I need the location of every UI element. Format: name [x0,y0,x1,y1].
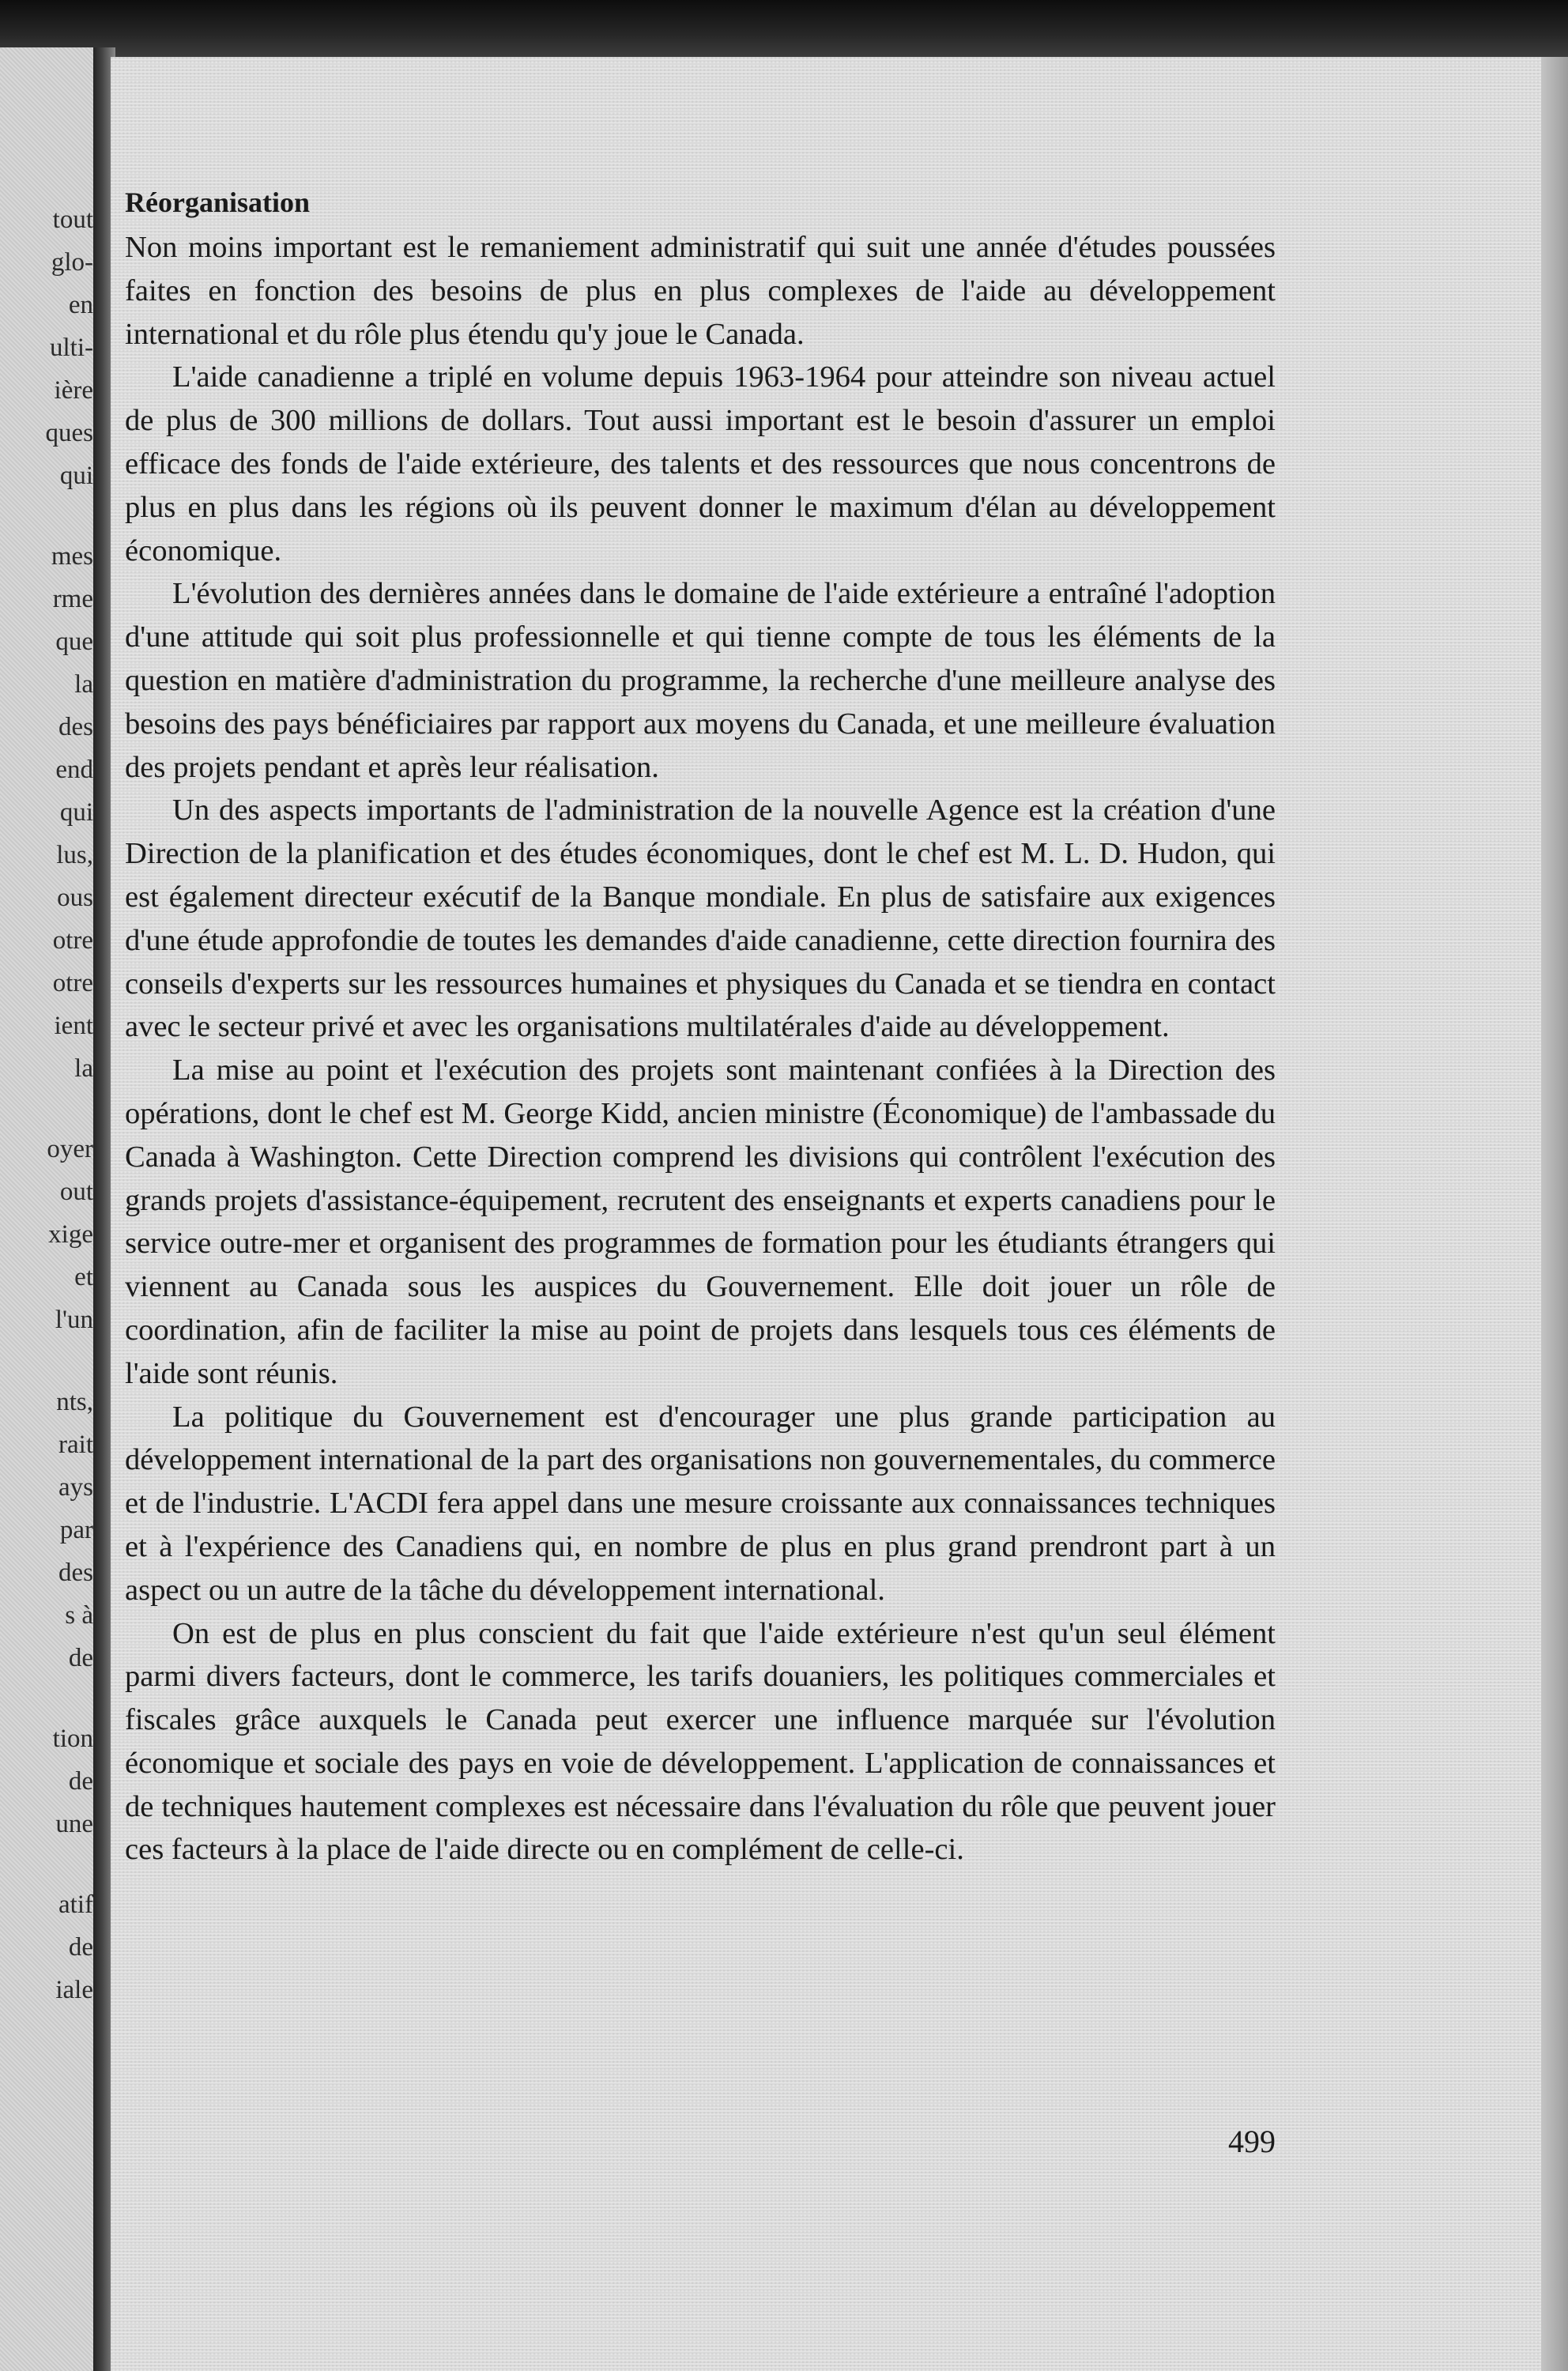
previous-page-fragment: qui [59,462,93,490]
previous-page-fragment: par [59,1516,93,1544]
paragraph: Non moins important est le remaniement administratif qui suit une année d'études poussées faites en fonction des besoins de plus en plus complexes de l'aide au développement international et du rôle plus étendu qu'y joue le Canada. [125,231,1276,351]
paragraph: La mise au point et l'exécution des projets sont maintenant confiées à la Direction des opérations, dont le chef est M. George Kidd, ancien ministre (Économique) de l'ambassade du Canada à Washington. Cette Direction comprend les divisions qui contrôlent l'exécution des grands projets d'assistance-équipement, recrutent des enseignants et experts canadiens pour le service outre-mer et organisent des programmes de formation pour les étudiants étrangers qui viennent au Canada sous les auspices du Gouvernement. Elle doit jouer un rôle de coordination, afin de faciliter la mise au point de projets dans lesquels tous ces éléments de l'aide sont réunis. [125,1054,1276,1390]
paragraph: La politique du Gouvernement est d'encourager une plus grande participation au développement international de la part des organisations non gouvernementales, du commerce et de l'industrie. L'ACDI fera appel dans une mesure croissante aux connaissances techniques et à l'expérience des Canadiens qui, en nombre de plus en plus grand prendront part à un aspect ou un autre de la tâche du développement international. [125,1400,1276,1607]
previous-page-fragment: de [68,1767,93,1796]
previous-page-fragment: atif [58,1890,93,1919]
previous-page-fragment: qui [59,798,93,827]
previous-page-fragment: de [68,1933,93,1962]
previous-page-fragment: out [59,1178,93,1206]
body-text [125,187,1276,1872]
scan-top-border [0,0,1568,57]
paragraph: Un des aspects importants de l'administration de la nouvelle Agence est la création d'une Direction de la planification et des études économiques, dont le chef est M. L. D. Hudon, qui est également directeur exécutif de la Banque mondiale. En plus de satisfaire aux exigences d'une étude approfondie de toutes les demandes d'aide canadienne, cette direction fournira des conseils d'experts sur les ressources humaines et physiques du Canada et se tiendra en contact avec le secteur privé et avec les organisations multilatérales d'aide au développement. [125,793,1276,1044]
paragraph: L'aide canadienne a triplé en volume depuis 1963-1964 pour atteindre son niveau actuel de plus de 300 millions de dollars. Tout aussi important est le besoin d'assurer un emploi efficace des fonds de l'aide extérieure, des talents et des ressources que nous concentrons de plus en plus dans les régions où ils peuvent donner le maximum d'élan au développement économique. [125,360,1276,567]
previous-page-fragment: en [68,291,93,319]
previous-page-fragment: des [58,1559,93,1587]
page-right-edge [1541,57,1568,2371]
previous-page-fragment: ays [58,1473,93,1502]
section-heading: Réorganisation [125,187,310,218]
previous-page-fragment: nts, [56,1388,93,1416]
previous-page-fragment: tion [52,1725,93,1753]
previous-page-fragment: ous [57,884,93,912]
previous-page-fragment: oyer [47,1135,93,1163]
previous-page-edge [0,47,101,2371]
previous-page-fragment: de [68,1644,93,1672]
previous-page-fragment: et [74,1263,93,1291]
previous-page-fragment: rait [58,1431,93,1459]
previous-page-fragment: end [55,756,93,784]
previous-page-fragment: xige [48,1220,93,1249]
previous-page-fragment: ient [54,1012,93,1040]
previous-page-fragment: mes [51,542,93,571]
paragraph: On est de plus en plus conscient du fait que l'aide extérieure n'est qu'un seul élément parmi divers facteurs, dont le commerce, les tarifs douaniers, les politiques commerciales et fiscales grâce auxquels le Canada peut exercer une influence marquée sur l'évolution économique et sociale des pays en voie de développement. L'application de connaissances et de techniques hautement complexes est nécessaire dans l'évaluation du rôle que peuvent jouer ces facteurs à la place de l'aide directe ou en complément de celle-ci. [125,1616,1276,1867]
previous-page-fragment: que [55,628,93,656]
previous-page-fragment: tout [52,205,93,234]
previous-page-fragment: une [55,1810,93,1838]
previous-page-fragment: iale [55,1976,93,2004]
paragraph: L'évolution des dernières années dans le domaine de l'aide extérieure a entraîné l'adoption d'une attitude qui soit plus professionnelle et qui tienne compte de tous les éléments de la question en matière d'administration du programme, la recherche d'une meilleure analyse des besoins des pays bénéficiaires par rapport aux moyens du Canada, et une meilleure évaluation des projets pendant et après leur réalisation. [125,577,1276,784]
page-number: 499 [1228,2124,1276,2159]
previous-page-fragment: la [74,670,93,699]
previous-page-fragment: otre [52,969,93,997]
previous-page-fragment: l'un [55,1306,93,1334]
previous-page-fragment: rme [52,585,93,613]
previous-page-fragment: ques [45,419,93,447]
previous-page-fragment: la [74,1054,93,1083]
previous-page-fragment: otre [52,926,93,955]
previous-page-fragment: s à [65,1601,93,1630]
previous-page-fragment: des [58,713,93,741]
previous-page-fragment: ulti- [50,334,93,362]
previous-page-fragment: ière [54,376,93,405]
previous-page-fragment: glo- [51,248,93,277]
previous-page-fragment: lus, [56,841,93,869]
